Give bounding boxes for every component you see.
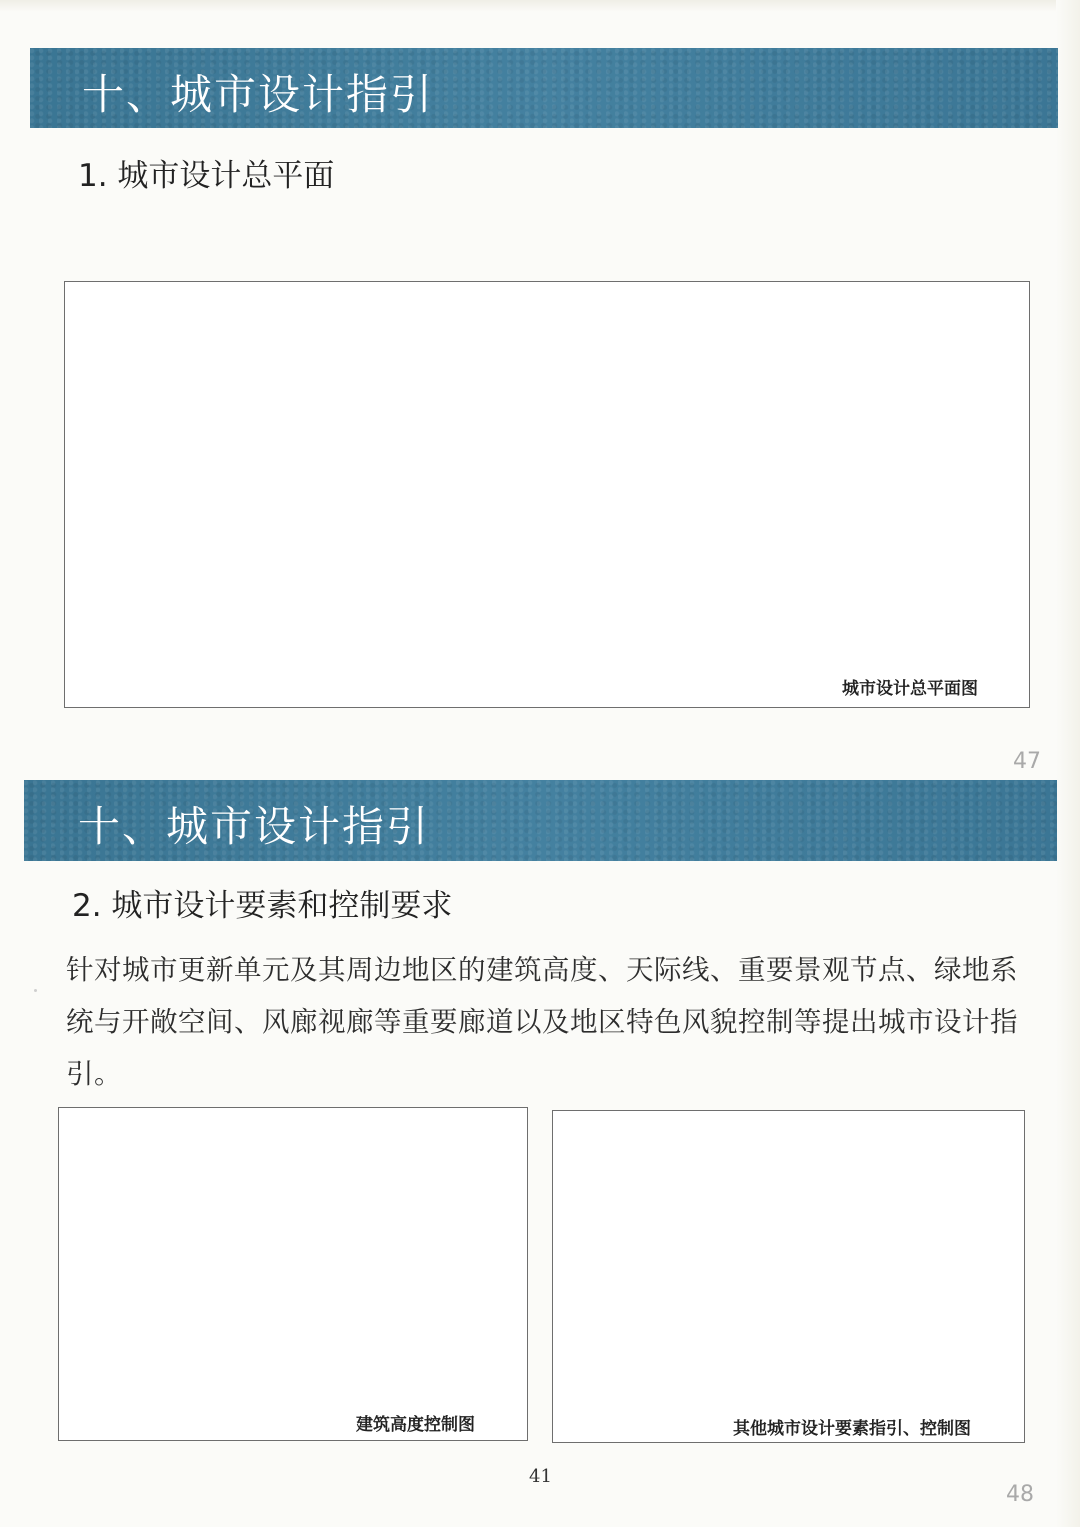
paper-right-edge <box>1056 0 1080 1527</box>
building-height-control-map-caption: 建筑高度控制图 <box>356 1415 475 1435</box>
master-plan-map <box>64 281 1030 708</box>
paper-top-edge <box>0 0 1080 12</box>
page-number-47: 47 <box>1013 749 1041 774</box>
banner-title-bottom: 十、城市设计指引 <box>78 802 431 851</box>
building-height-control-map <box>58 1107 528 1441</box>
design-guidance-paragraph: 针对城市更新单元及其周边地区的建筑高度、天际线、重要景观节点、绿地系统与开敞空间、风廊视廊等重要廊道以及地区特色风貌控制等提出城市设计指引。 <box>66 954 1018 1090</box>
banner-title-top: 十、城市设计指引 <box>82 70 435 119</box>
section-heading-master-plan: 1. 城市设计总平面 <box>78 158 335 194</box>
printed-page-number: 41 <box>529 1466 552 1487</box>
section-heading-design-elements: 2. 城市设计要素和控制要求 <box>72 888 453 924</box>
page-number-48: 48 <box>1006 1482 1034 1507</box>
master-plan-map-caption: 城市设计总平面图 <box>842 679 978 699</box>
other-design-elements-map-caption: 其他城市设计要素指引、控制图 <box>733 1419 971 1439</box>
scan-speck <box>34 989 37 992</box>
other-design-elements-map <box>552 1110 1025 1443</box>
